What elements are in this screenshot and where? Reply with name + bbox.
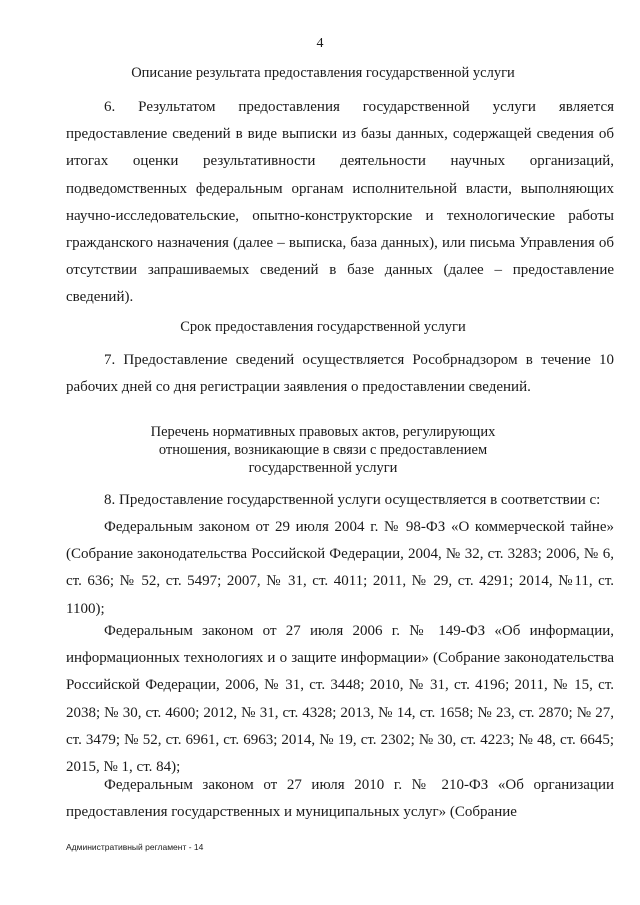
law-210-fz: Федеральным законом от 27 июля 2010 г. № 210-ФЗ «Об организации предоставления государственных и муниципальных услуг» (Собрание — [66, 777, 614, 821]
paragraph-8: 8. Предоставление государственной услуги осуществляется в соответствии с: — [104, 492, 601, 508]
law-98-fz: Федеральным законом от 29 июля 2004 г. № 98-ФЗ «О коммерческой тайне» (Собрание законодательства Российской Федерации, 2004, № 32, ст. 3283; 2006, № 6, ст. 636; № 52, ст. 5497; 2007, № 31, ст. 4011; 2011, № 29, ст. 4291; 2014, №11, ст. 1100); — [66, 519, 614, 617]
paragraph-6: 6. Результатом предоставления государственной услуги является предоставление сведений в виде выписки из базы данных, содержащей сведения об итогах оценки результативности деятельности научных организаций, подведомственных федеральным органам исполнительной власти, выполняющих научно-исследовательские, опытно-конструкторские и технологические работы гражданского назначения (далее – выписка, база данных), или письма Управления об отсутствии запрашиваемых сведений в базе данных (далее – предоставление сведений). — [66, 99, 614, 306]
heading-acts-line-2: отношения, возникающие в связи с предоставлением — [158, 442, 488, 458]
heading-acts-line-3: государственной услуги — [248, 460, 398, 476]
law-149-fz: Федеральным законом от 27 июля 2006 г. № 149-ФЗ «Об информации, информационных технологиях и о защите информации» (Собрание законодательства Российской Федерации, 2006, № 31, ст. 3448; 2010, № 31, ст. 4196; 2011, № 15, ст. 2038; № 30, ст. 4600; 2012, № 31, ст. 4328; 2013, № 14, ст. 1658; № 23, ст. 2870; № 27, ст. 3479; № 52, ст. 6961, ст. 6963; 2014, № 19, ст. 2302; № 30, ст. 4223; № 48, ст. 6645; 2015, № 1, ст. 84); — [66, 623, 614, 776]
page-number: 4 — [316, 36, 324, 51]
paragraph-7: 7. Предоставление сведений осуществляется Рособрнадзором в течение 10 рабочих дней со дня регистрации заявления о предоставлении сведений. — [66, 352, 614, 396]
heading-result: Описание результата предоставления государственной услуги — [131, 65, 515, 81]
heading-acts — [60, 423, 586, 477]
heading-term: Срок предоставления государственной услуги — [180, 319, 466, 335]
heading-acts-line-1: Перечень нормативных правовых актов, регулирующих — [150, 424, 496, 440]
footer-label: Административный регламент - 14 — [66, 842, 204, 852]
